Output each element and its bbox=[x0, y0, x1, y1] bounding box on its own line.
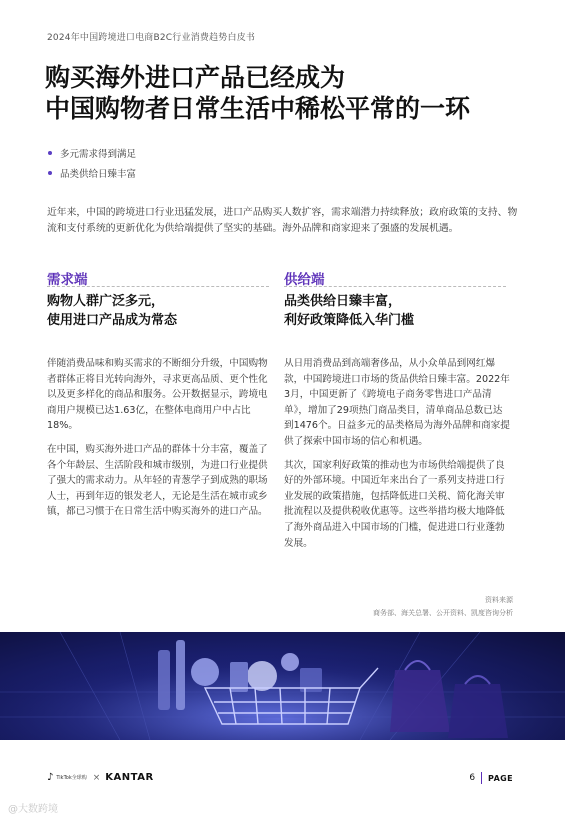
body-paragraph: 在中国，购买海外进口产品的群体十分丰富，覆盖了各个年龄层、生活阶段和城市级别，为进口行业提供了强大的需求动力。从年轻的青葱学子到成熟的职场人士，再到年迈的银发老人，无论是生活在城市或乡镇，都已习惯于在日常生活中购买海外的进口产品。 bbox=[47, 443, 268, 518]
title-line-1: 购买海外进口产品已经成为 bbox=[45, 63, 346, 92]
brand-footer bbox=[47, 772, 154, 783]
divider bbox=[284, 286, 506, 288]
key-point bbox=[48, 163, 136, 183]
key-point-text: 多元需求得到满足 bbox=[60, 149, 137, 160]
supply-subheading bbox=[284, 292, 414, 330]
demand-heading: 需求端 bbox=[47, 272, 88, 288]
supply-heading: 供给端 bbox=[284, 272, 325, 288]
title-line-2: 中国购物者日常生活中稀松平常的一环 bbox=[45, 94, 471, 123]
tiktok-logo-icon: ♪ bbox=[47, 772, 54, 783]
watermark: @大数跨境 bbox=[8, 804, 58, 815]
page-indicator bbox=[469, 772, 513, 784]
intro-paragraph: 近年来，中国的跨境进口行业迅猛发展，进口产品购买人数扩容，需求端潜力持续释放；政府政策的支持、物流和支付系统的更新优化为供给端提供了坚实的基础。海外品牌和商家迎来了强盛的发展机遇。 bbox=[47, 207, 518, 234]
demand-subheading bbox=[47, 292, 177, 330]
body-paragraph: 伴随消费品味和购买需求的不断细分升级，中国购物者群体正将目光转向海外，寻求更高品质、更个性化以及更多样化的商品和服务。公开数据显示，跨境电商用户规模已达1.63亿，在整体电商用户中占比18%。 bbox=[47, 358, 268, 432]
body-paragraph: 其次，国家利好政策的推动也为市场供给端提供了良好的外部环境。中国近年来出台了一系列支持进口行业发展的政策措施，包括降低进口关税、简化海关审批流程以及提供税收优惠等。这些举措均极大地降低了海外商品进入中国市场的门槛，促进进口行业蓬勃发展。 bbox=[284, 459, 505, 549]
bullet-dot-icon bbox=[48, 171, 52, 175]
kantar-logo: KANTAR bbox=[105, 772, 154, 783]
subheading-line: 购物人群广泛多元， bbox=[47, 294, 165, 309]
running-header: 2024年中国跨境进口电商B2C行业消费趋势白皮书 bbox=[47, 33, 256, 43]
key-point bbox=[48, 143, 136, 163]
page-separator bbox=[481, 772, 482, 784]
bullet-dot-icon bbox=[48, 151, 52, 155]
subheading-line: 品类供给日臻丰富， bbox=[284, 294, 402, 309]
subheading-line: 使用进口产品成为常态 bbox=[47, 313, 178, 328]
subheading-line: 利好政策降低入华门槛 bbox=[284, 313, 415, 328]
page-label: PAGE bbox=[488, 773, 513, 783]
divider bbox=[47, 286, 269, 288]
page-number: 6 bbox=[469, 773, 476, 783]
body-paragraph: 从日用消费品到高端奢侈品，从小众单品到网红爆款，中国跨境进口市场的货品供给日臻丰富。2022年3月，中国更新了《跨境电子商务零售进口产品清单》，增加了29项热门商品类目，清单商品总数已达到1476个。日益多元的品类格局为海外品牌和商家提供了探索中国市场的信心和机遇。 bbox=[284, 358, 510, 447]
key-points bbox=[48, 143, 136, 183]
shopping-banner-image bbox=[0, 632, 565, 740]
source-text: 商务部、海关总署、公开资料、凯度咨询分析 bbox=[373, 609, 513, 617]
page-title bbox=[45, 62, 470, 124]
shopping-cart-illustration bbox=[0, 632, 565, 740]
brand-name: TikTok全球购 bbox=[56, 774, 87, 781]
source-label: 资料来源 bbox=[485, 596, 513, 604]
demand-body bbox=[47, 356, 275, 528]
supply-body bbox=[284, 356, 512, 559]
key-point-text: 品类供给日臻丰富 bbox=[60, 169, 137, 180]
source-note bbox=[373, 594, 513, 620]
partner-separator: × bbox=[92, 772, 101, 783]
